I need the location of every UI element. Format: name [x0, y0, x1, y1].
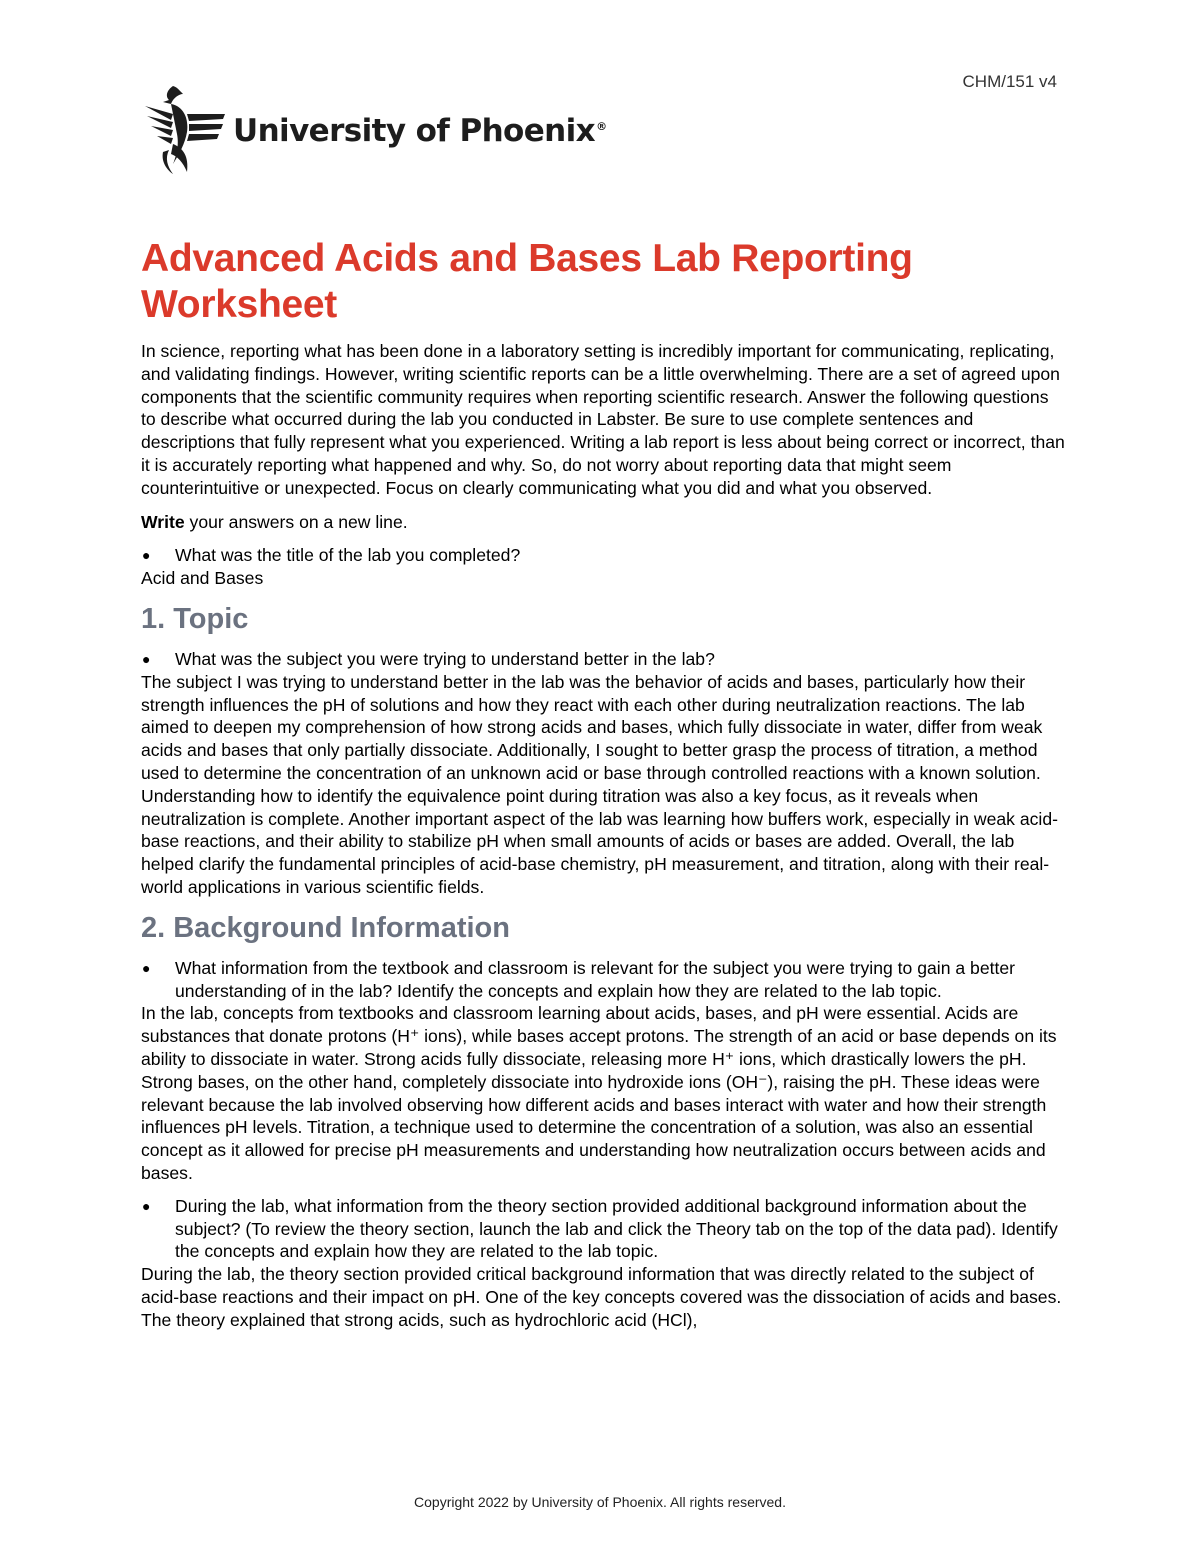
- section-heading-background: 2. Background Information: [141, 911, 510, 944]
- theory-answer: During the lab, the theory section provided critical background information that was directly related to the subject of acid-base reactions and their impact on pH. One of the key concepts covered was the dissociation of acids and bases. The theory explained that strong acids, such as hydrochloric acid (HCl),: [141, 1264, 1062, 1330]
- topic-answer: The subject I was trying to understand better in the lab was the behavior of acids and bases, particularly how their strength influences the pH of solutions and how they react with each other during neutralization reactions. The lab aimed to deepen my comprehension of how strong acids and bases, which fully dissociate in water, differ from weak acids and bases that only partially dissociate. Additionally, I sought to better grasp the process of titration, a method used to determine the concentration of an unknown acid or base through controlled reactions with a known solution. Understanding how to identify the equivalence point during titration was also a key focus, as it reveals when neutralization is complete. Another important aspect of the lab was learning how buffers work, especially in weak acid-base reactions, and their ability to stabilize pH when small amounts of acids or bases are added. Overall, the lab helped clarify the fundamental principles of acid-base chemistry, pH measurement, and titration, along with their real-world applications in various scientific fields.: [141, 671, 1058, 897]
- background-question: ● What information from the textbook and classroom is relevant for the subject you were trying to gain a better understanding of in the lab? Identify the concepts and explain how they are related to the lab topic.: [142, 957, 1016, 1001]
- instruction-rest: your answers on a new line.: [184, 511, 408, 532]
- page-title: Advanced Acids and Bases Lab Reporting Worksheet: [141, 237, 913, 326]
- course-code: CHM/151 v4: [962, 72, 1057, 91]
- bullet-icon: ●: [142, 959, 151, 976]
- instruction-bold: Write: [141, 511, 185, 532]
- bullet-icon: ●: [142, 1197, 151, 1214]
- theory-question: ● During the lab, what information from the theory section provided additional background information about the subject? (To review the theory section, launch the lab and click the Theory tab on the top of the data pad). Identify the concepts and explain how they are related to the lab topic.: [142, 1195, 1058, 1262]
- logo-text: University of Phoenix®: [233, 113, 607, 149]
- lab-title-answer: Acid and Bases: [141, 568, 264, 589]
- topic-question: ● What was the subject you were trying to understand better in the lab?: [142, 648, 715, 669]
- university-logo: [143, 84, 606, 176]
- lab-title-question: ● What was the title of the lab you completed?: [142, 545, 521, 566]
- bullet-icon: ●: [142, 650, 151, 667]
- worksheet-content: [141, 236, 1066, 1331]
- bullet-icon: ●: [142, 547, 151, 564]
- background-answer: In the lab, concepts from textbooks and classroom learning about acids, bases, and pH were essential. Acids are substances that donate protons (H⁺ ions), while bases accept protons. The strength of an acid or base depends on its ability to dissociate in water. Strong acids fully dissociate, releasing more H⁺ ions, which drastically lowers the pH. Strong bases, on the other hand, completely dissociate into hydroxide ions (OH⁻), raising the pH. These ideas were relevant because the lab involved observing how different acids and bases interact with water and how their strength influences pH levels. Titration, a technique used to determine the concentration of a solution, was also an essential concept as it allowed for precise pH measurements and understanding how neutralization occurs between acids and bases.: [141, 1003, 1057, 1183]
- instruction-line: [141, 511, 1066, 534]
- section-heading-topic: 1. Topic: [141, 602, 249, 635]
- copyright-footer: Copyright 2022 by University of Phoenix. All rights reserved.: [414, 1494, 786, 1510]
- phoenix-bird-icon: [143, 84, 227, 176]
- intro-paragraph: In science, reporting what has been done in a laboratory setting is incredibly important for communicating, replicating, and validating findings. However, writing scientific reports can be a little overwhelming. There are a set of agreed upon components that the scientific community requires when reporting scientific research. Answer the following questions to describe what occurred during the lab you conducted in Labster. Be sure to use complete sentences and descriptions that fully represent what you experienced. Writing a lab report is less about being correct or incorrect, than it is accurately reporting what happened and why. So, do not worry about reporting data that might seem counterintuitive or unexpected. Focus on clearly communicating what you did and what you observed.: [141, 341, 1065, 498]
